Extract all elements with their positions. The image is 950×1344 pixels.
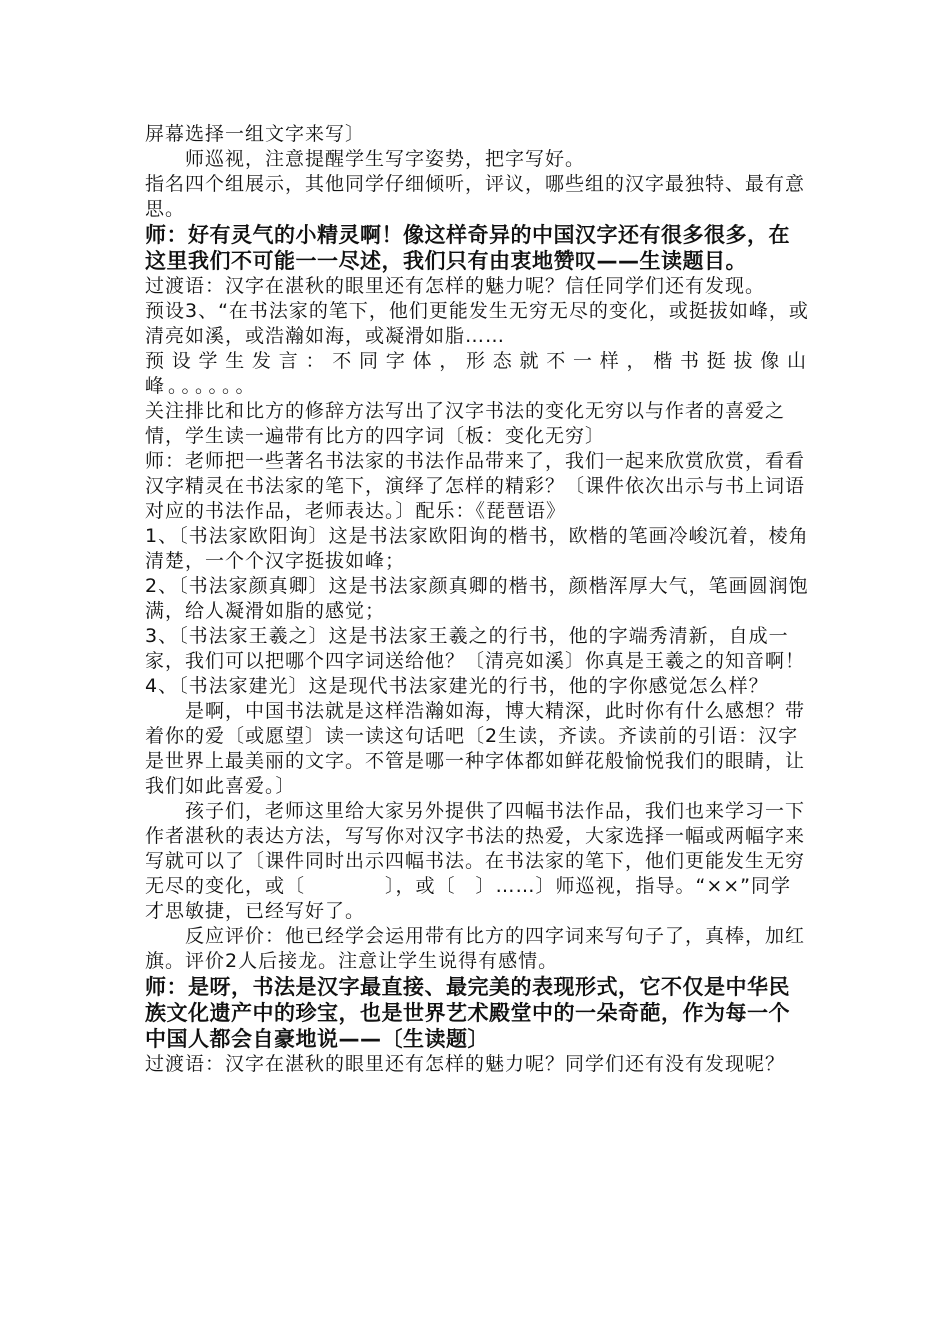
feedback-paragraph: 反应评价：他已经学会运用带有比方的四字词来写句子了，真棒，加红旗。评价2人后接龙。注意让学生说得有感情。 xyxy=(145,925,806,972)
list-item-2: 2、〔书法家颜真卿〕这是书法家颜真卿的楷书，颜楷浑厚大气，笔画圆润饱满，给人凝滑如脂的感觉； xyxy=(145,575,809,622)
rhetoric-note-paragraph: 关注排比和比方的修辞方法写出了汉字书法的变化无穷以与作者的喜爱之情，学生读一遍带有比方的四字词〔板：变化无穷〕 xyxy=(145,400,786,447)
list-item-3: 3、〔书法家王羲之〕这是书法家王羲之的行书，他的字端秀清新，自成一家，我们可以把哪个四字词送给他？〔清亮如溪〕你真是王羲之的知音啊！ xyxy=(145,625,806,672)
student-response-paragraph: 预设学生发言：不同字体，形态就不一样，楷书挺拔像山峰。。。。。。 xyxy=(145,350,810,397)
list-item-4: 4、〔书法家建光〕这是现代书法家建光的行书，他的字你感觉怎么样？ xyxy=(145,675,769,697)
paragraph-1: 屏幕选择一组文字来写〕 xyxy=(145,123,366,145)
teacher-calligraphy-paragraph: 师：老师把一些著名书法家的书法作品带来了，我们一起来欣赏欣赏，看看汉字精灵在书法家的笔下，演绎了怎样的精彩？〔课件依次出示与书上词语对应的书法作品，老师表达。〕配乐：《琵琶语》 xyxy=(145,450,806,522)
preset-3-paragraph: 预设3、“在书法家的笔下，他们更能发生无穷无尽的变化，或挺拔如峰，或清亮如溪，或浩瀚如海，或凝滑如脂…… xyxy=(145,300,809,347)
transition-paragraph-2: 过渡语：汉字在湛秋的眼里还有怎样的魅力呢？同学们还有没有发现呢？ xyxy=(145,1053,786,1075)
paragraph-2: 师巡视，注意提醒学生写字姿势，把字写好。 xyxy=(185,148,586,170)
paragraph-3: 指名四个组展示，其他同学仔细倾听，评议，哪些组的汉字最独特、最有意思。 xyxy=(145,173,806,220)
document-page xyxy=(145,122,810,1077)
list-item-1: 1、〔书法家欧阳询〕这是书法家欧阳询的楷书，欧楷的笔画冷峻沉着，棱角清楚，一个个汉字挺拔如峰； xyxy=(145,525,809,572)
reflection-paragraph: 是啊，中国书法就是这样浩瀚如海，博大精深，此时你有什么感想？带着你的爱〔或愿望〕读一读这句话吧〔2生读，齐读。齐读前的引语：汉字是世界上最美丽的文字。不管是哪一种字体都如鲜花般愉悦我们的眼睛，让我们如此喜爱。〕 xyxy=(145,700,806,797)
teacher-bold-paragraph-1: 师：好有灵气的小精灵啊！像这样奇异的中国汉字还有很多很多，在这里我们不可能一一尽述，我们只有由衷地赞叹——生读题目。 xyxy=(145,223,790,273)
teacher-bold-paragraph-2: 师：是呀，书法是汉字最直接、最完美的表现形式，它不仅是中华民族文化遗产中的珍宝，也是世界艺术殿堂中的一朵奇葩，作为每一个中国人都会自豪地说——〔生读题〕 xyxy=(145,975,790,1051)
transition-paragraph-1: 过渡语：汉字在湛秋的眼里还有怎样的魅力呢？信任同学们还有发现。 xyxy=(145,275,766,297)
writing-task-paragraph: 孩子们，老师这里给大家另外提供了四幅书法作品，我们也来学习一下作者湛秋的表达方法，写写你对汉字书法的热爱，大家选择一幅或两幅字来写就可以了〔课件同时出示四幅书法。在书法家的笔下，他们更能发生无穷无尽的变化，或〔 〕，或〔 〕……〕师巡视，指导。“××”同学才思敏捷，已经写好了。 xyxy=(145,800,806,922)
